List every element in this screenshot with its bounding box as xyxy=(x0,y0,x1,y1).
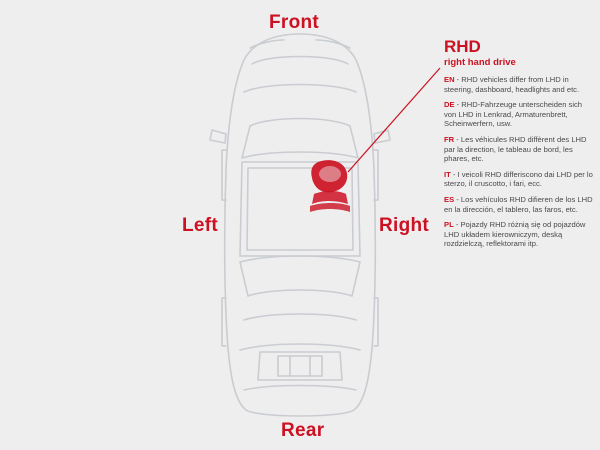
callout-entry xyxy=(444,195,594,214)
callout-entry-text: - Les véhicules RHD diffèrent des LHD par la direction, le tableau de bord, les phares, etc. xyxy=(444,134,587,164)
callout-entry-text: - Pojazdy RHD różnią się od pojazdów LHD układem kierowniczym, deską rozdzielczą, reflektorami itp. xyxy=(444,220,586,249)
callout-entry-language: ES xyxy=(444,194,455,204)
callout-entry-language: FR xyxy=(444,134,455,144)
callout-entry xyxy=(444,170,594,189)
direction-label-left: Left xyxy=(182,215,219,236)
callout-entry-text: - RHD vehicles differ from LHD in steering, dashboard, headlights and etc. xyxy=(444,75,580,94)
callout-entry xyxy=(444,75,594,94)
callout-subtitle: right hand drive xyxy=(444,57,516,68)
callout-entry-language: DE xyxy=(444,100,455,110)
rhd-highlight xyxy=(310,160,350,212)
callout-entry-language: EN xyxy=(444,75,455,84)
callout-title: RHD xyxy=(444,37,481,56)
callout-entry xyxy=(444,220,594,249)
rhd-callout-panel xyxy=(444,38,594,255)
callout-entry-list xyxy=(444,75,594,249)
direction-label-front: Front xyxy=(269,12,320,33)
direction-label-rear: Rear xyxy=(281,420,325,441)
direction-label-right: Right xyxy=(379,215,430,236)
callout-entry-text: - RHD-Fahrzeuge unterscheiden sich von LHD in Lenkrad, Armaturenbrett, Scheinwerfern, usw. xyxy=(444,100,583,129)
callout-entry xyxy=(444,100,594,129)
callout-entry-language: PL xyxy=(444,220,454,230)
callout-entry-text: - Los vehículos RHD difieren de los LHD en la dirección, el tablero, las faros, etc. xyxy=(444,194,593,214)
car-top-view-illustration xyxy=(200,30,400,420)
callout-entry-text: - I veicoli RHD differiscono dai LHD per lo sterzo, il cruscotto, i fari, ecc. xyxy=(444,169,593,189)
callout-entry-language: IT xyxy=(444,169,451,179)
callout-entry xyxy=(444,135,594,164)
